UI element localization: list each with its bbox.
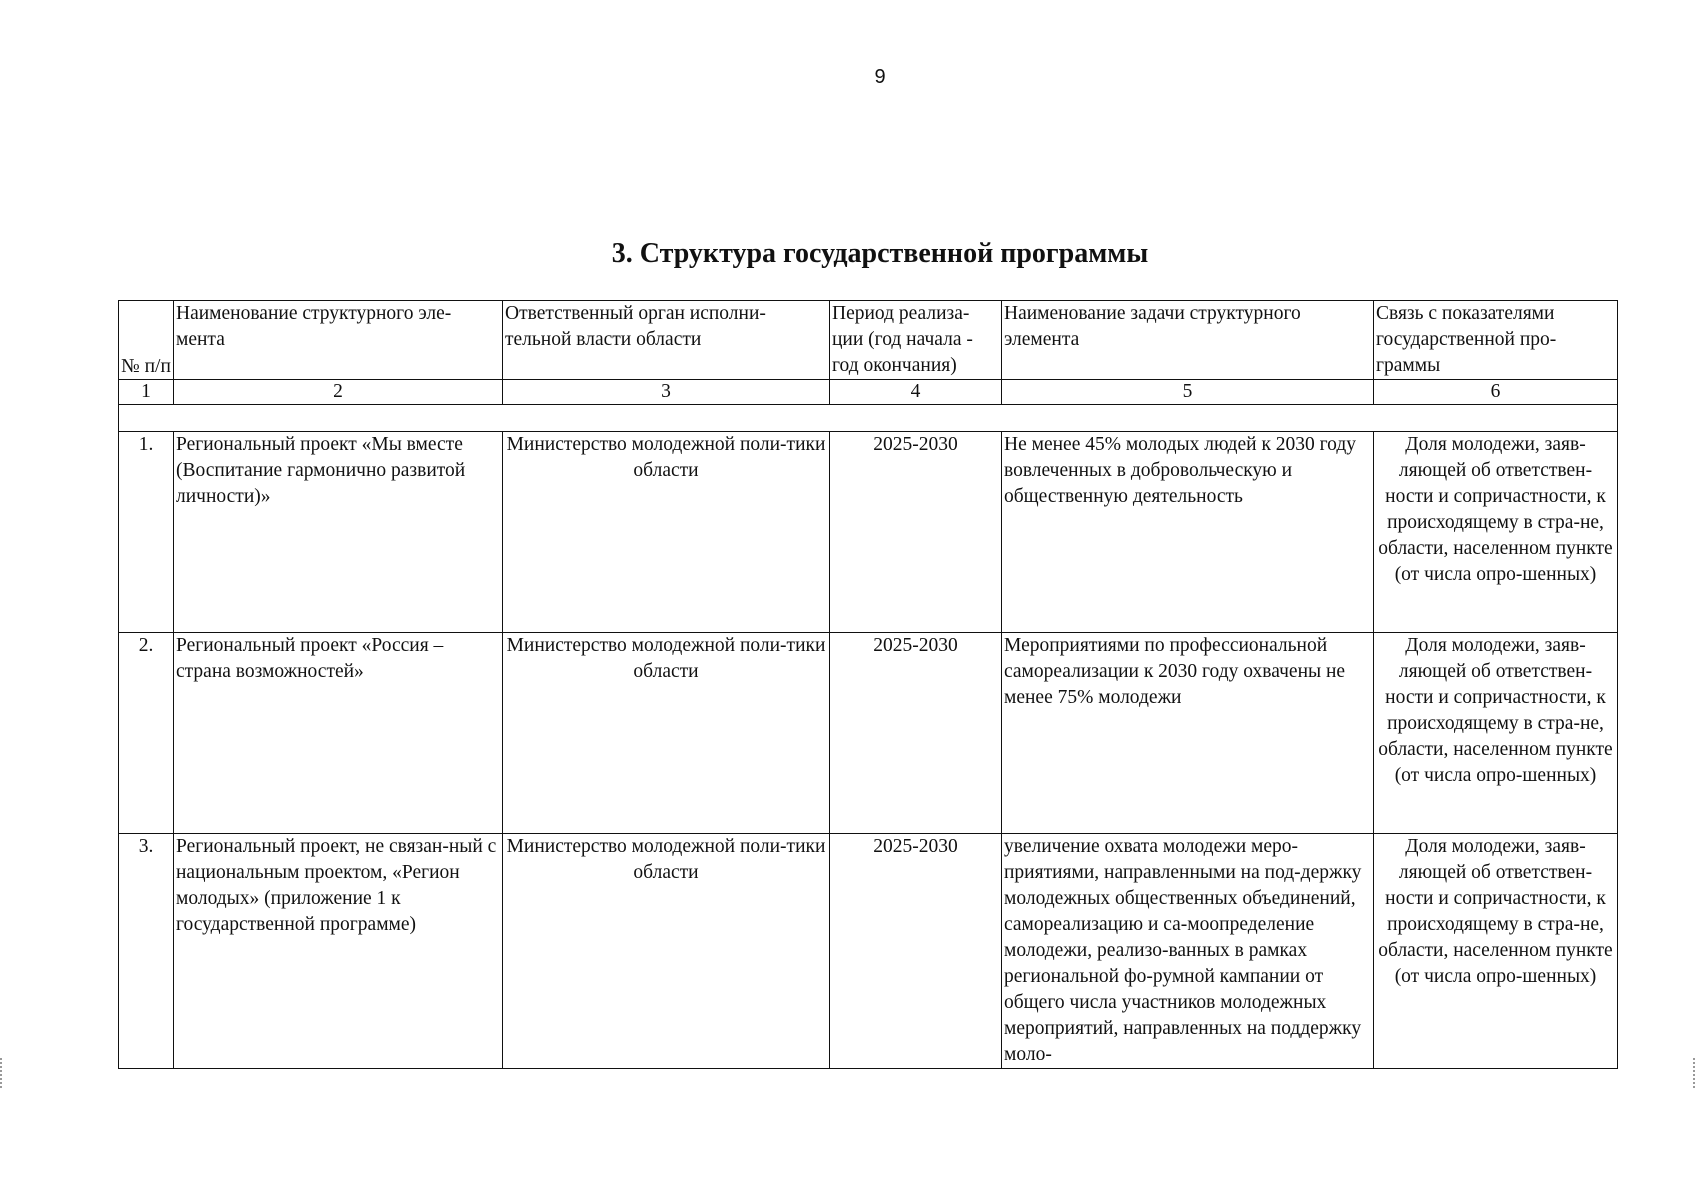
table-header-row: [119, 301, 1618, 380]
column-number: 2: [174, 380, 503, 405]
header-task: Наименование задачи структурного элемента: [1002, 301, 1374, 380]
element-name: Региональный проект «Россия – страна возможностей»: [174, 633, 503, 834]
row-number: 3.: [119, 834, 174, 1069]
table-row: [119, 834, 1618, 1069]
column-number: 3: [503, 380, 830, 405]
column-number: 4: [830, 380, 1002, 405]
column-number: 6: [1374, 380, 1618, 405]
indicator-link: Доля молодежи, заяв-ляющей об ответствен-ности и сопричастности, к происходящему в стра-не, области, населенном пункте (от числа опро-шенных): [1374, 432, 1618, 633]
header-link: Связь с показателями государственной про-граммы: [1374, 301, 1618, 380]
right-margin-mark: [1693, 1058, 1697, 1088]
task-name: Не менее 45% молодых людей к 2030 году вовлеченных в добровольческую и общественную деятельность: [1002, 432, 1374, 633]
column-number: 5: [1002, 380, 1374, 405]
left-margin-mark: [0, 1058, 4, 1088]
responsible-body: Министерство молодежной поли-тики области: [503, 834, 830, 1069]
element-name: Региональный проект, не связан-ный с национальным проектом, «Регион молодых» (приложение 1 к государственной программе): [174, 834, 503, 1069]
task-name: Мероприятиями по профессиональной самореализации к 2030 году охвачены не менее 75% молодежи: [1002, 633, 1374, 834]
section-title: 3. Структура государственной программы: [611, 238, 1149, 269]
task-name: увеличение охвата молодежи меро-приятиями, направленными на под-держку молодежных общественных объединений, самореализацию и са-моопределение молодежи, реализо-ванных в рамках региональной фо-румной кампании от общего числа участников молодежных мероприятий, направленных на поддержку моло-: [1002, 834, 1374, 1069]
spacer-row: [119, 405, 1618, 432]
period: 2025-2030: [830, 834, 1002, 1069]
period: 2025-2030: [830, 432, 1002, 633]
spacer-cell: [119, 405, 1618, 432]
header-period: Период реализа-ции (год начала - год окончания): [830, 301, 1002, 380]
page-number: 9: [874, 66, 886, 88]
period: 2025-2030: [830, 633, 1002, 834]
element-name: Региональный проект «Мы вместе (Воспитание гармонично развитой личности)»: [174, 432, 503, 633]
table-row: [119, 633, 1618, 834]
indicator-link: Доля молодежи, заяв-ляющей об ответствен-ности и сопричастности, к происходящему в стра-не, области, населенном пункте (от числа опро-шенных): [1374, 633, 1618, 834]
responsible-body: Министерство молодежной поли-тики области: [503, 432, 830, 633]
program-structure-table: [118, 300, 1618, 1069]
row-number: 2.: [119, 633, 174, 834]
table-row: [119, 432, 1618, 633]
header-responsible: Ответственный орган исполни-тельной власти области: [503, 301, 830, 380]
column-number-row: [119, 380, 1618, 405]
header-no: № п/п: [119, 301, 174, 380]
row-number: 1.: [119, 432, 174, 633]
column-number: 1: [119, 380, 174, 405]
responsible-body: Министерство молодежной поли-тики области: [503, 633, 830, 834]
header-name: Наименование структурного эле-мента: [174, 301, 503, 380]
indicator-link: Доля молодежи, заяв-ляющей об ответствен-ности и сопричастности, к происходящему в стра-не, области, населенном пункте (от числа опро-шенных): [1374, 834, 1618, 1069]
